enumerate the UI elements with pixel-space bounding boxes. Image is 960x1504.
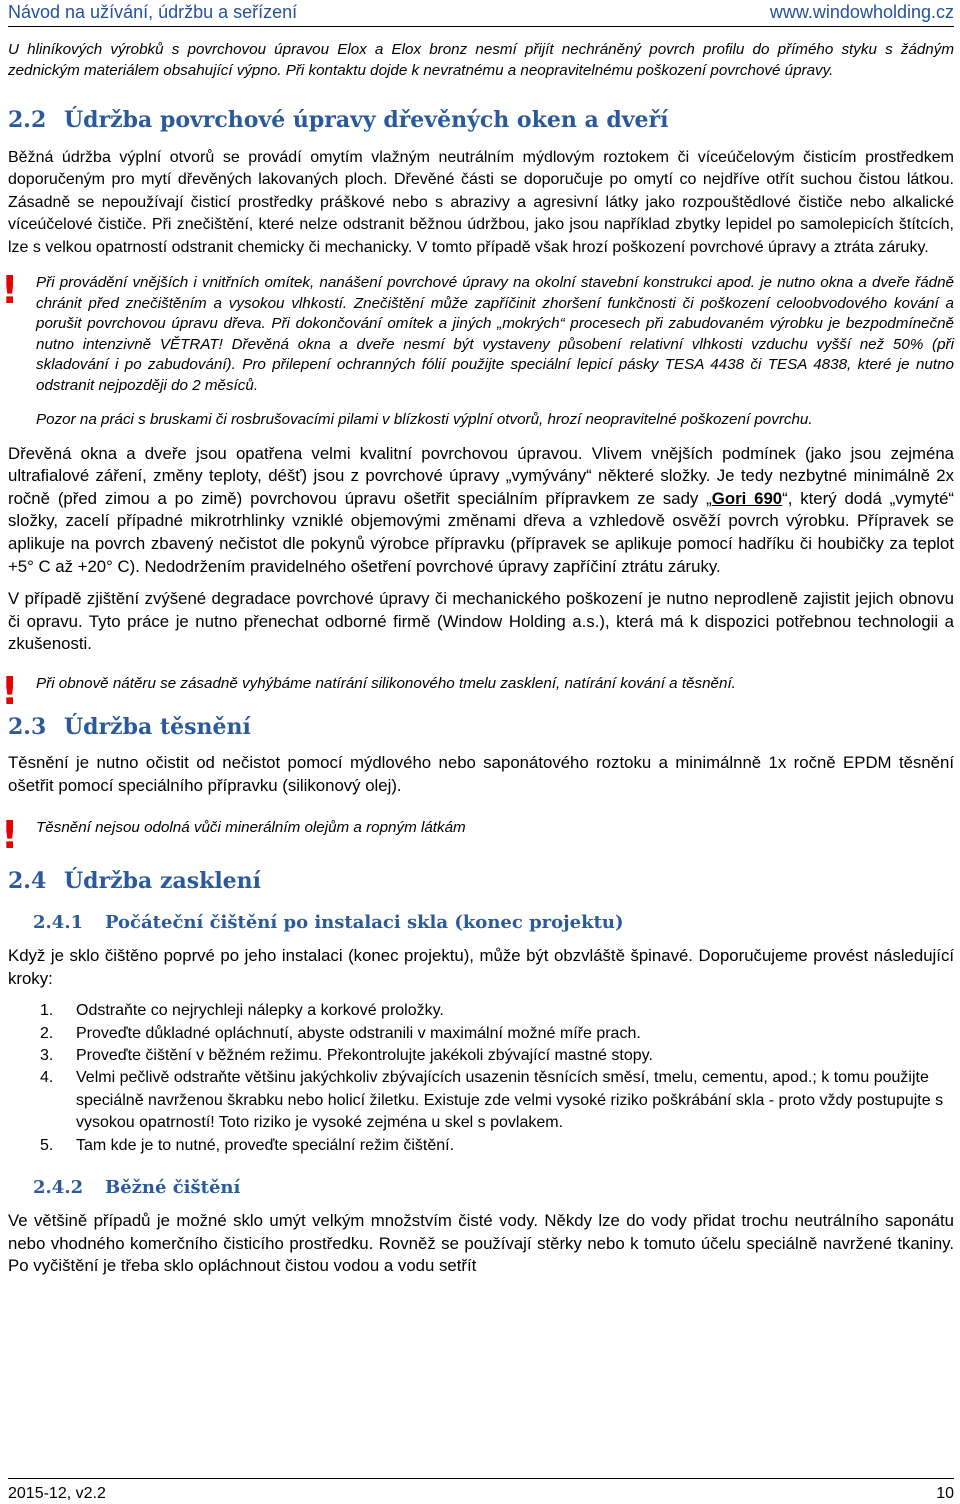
list-item	[8, 1135, 954, 1157]
section-number: 2.4.2	[33, 1177, 84, 1199]
paragraph-text: Dřevěná okna a dveře jsou opatřena velmi kvalitní povrchovou úpravou. Vlivem vnějších podmínek (jako jsou zejména ultrafialové záření, změny teploty, déšť) jsou z povrchové úpravy „vymývány“ některé složky. Je tedy nezbytné minimálně 2x ročně (před zimou a po zimě) povrchovou úpravu ošetřit speciálním přípravkem ze sady „	[8, 443, 954, 508]
product-name: Gori 690	[711, 488, 783, 508]
subsection-heading-2-4-2	[8, 1177, 954, 1198]
section-title: Údržba zasklení	[64, 868, 262, 895]
exclamation-icon: !	[1, 668, 19, 713]
list-item	[8, 1023, 954, 1045]
list-number: 2.	[40, 1024, 54, 1042]
paragraph	[8, 443, 954, 579]
section-number: 2.2	[8, 107, 47, 133]
section-title: Údržba povrchové úpravy dřevěných oken a dveří	[64, 107, 669, 133]
list-number: 1.	[40, 1002, 54, 1020]
list-text: Odstraňte co nejrychleji nálepky a korkové proložky.	[76, 1002, 444, 1020]
section-title: Běžné čištění	[105, 1177, 241, 1199]
website-link[interactable]: www.windowholding.cz	[769, 2, 954, 22]
list-text: Tam kde je to nutné, proveďte speciální režim čištění.	[76, 1136, 455, 1154]
document-title: Návod na užívání, údržbu a seřízení	[8, 2, 298, 22]
warning-text: Těsnění nejsou odolná vůči minerálním olejům a ropným látkám	[36, 818, 466, 836]
paragraph: Běžná údržba výplní otvorů se provádí omytím vlažným neutrálním mýdlovým roztokem či víceúčelovým čisticím prostředkem doporučeným pro mytí dřevěných lakovaných ploch. Dřevěné části se doporučuje po omytí co nejdříve otřít suchou čistou látkou. Zásadně se nepoužívají čisticí prostředky práškové nebo s abrazivy a agresivní látky jako rozpouštědlové čističe nebo alkalické víceúčelové čističe. Při znečištění, které nelze odstranit běžnou údržbou, jako jsou například zbytky lepidel po samolepicích štítcích, lze s velkou opatrností odstranit chemicky či mechanicky. V tomto případě však hrozí poškození povrchové úpravy a ztráta záruky.	[8, 149, 954, 256]
page-header	[8, 0, 954, 27]
paragraph: V případě zjištění zvýšené degradace povrchové úpravy či mechanického poškození je nutno neprodleně zajistit jejich obnovu či opravu. Tyto práce je nutno přenechat odborné firmě (Window Holding a.s.), která má k dispozici potřebnou technologii a zkušenosti.	[8, 589, 954, 654]
paragraph: Ve většině případů je možné sklo umýt velkým množstvím čisté vody. Někdy lze do vody přidat trochu neutrálního saponátu nebo vhodného komerčního čisticího prostředku. Rovněž se používají stěrky nebo k tomuto účelu speciálně navržené tkaniny. Po vyčištění je třeba sklo opláchnout čistou vodou a vodu setřít	[8, 1211, 954, 1276]
list-number: 4.	[40, 1069, 54, 1087]
exclamation-icon: !	[1, 812, 19, 857]
section-number: 2.4.1	[33, 912, 84, 934]
paragraph-text: “, který dodá „vymyté“ složky, zacelí případné mikrotrhlinky vzniklé objemovými změnami dřeva a vzhledově osvěží povrch výrobku. Přípravek se aplikuje na povrch zbavený nečistot dle pokynů výrobce přípravku (přípravek se aplikuje pomocí hadříku či houbičky za teplot +5° C až +20° C). Nedodržením pravidelného ošetření povrchové úpravy zapříčiní ztrátu záruky.	[8, 488, 954, 576]
warning-note	[1, 668, 954, 713]
section-heading-2-3	[8, 714, 954, 740]
steps-list	[8, 1000, 954, 1157]
exclamation-icon: !	[1, 268, 19, 313]
list-number: 5.	[40, 1136, 54, 1154]
warning-note	[1, 268, 954, 431]
list-text: Proveďte důkladné opláchnutí, abyste odstranili v maximální možné míře prach.	[76, 1024, 641, 1042]
page-footer	[8, 1478, 954, 1502]
list-text: Proveďte čištění v běžném režimu. Překontrolujte jakékoli zbývající mastné stopy.	[76, 1047, 653, 1065]
version-label: 2015-12, v2.2	[8, 1485, 106, 1502]
list-text: Velmi pečlivě odstraňte většinu jakýchkoliv zbývajících usazenin těsnících směsí, tmelu, cementu, apod.; k tomu použijte speciálně navrženou škrabku nebo holicí žiletku. Existuje zde velmi vysoké riziko poškrábání skla - proto vždy postupujte s vysokou opatrností! Toto riziko je vysoké zejména u skel s povlakem.	[76, 1069, 944, 1132]
section-title: Údržba těsnění	[64, 714, 251, 741]
section-heading-2-4	[8, 868, 954, 894]
list-item	[8, 1045, 954, 1067]
section-number: 2.3	[8, 714, 47, 741]
warning-text: Při obnově nátěru se zásadně vyhýbáme natírání silikonového tmelu zasklení, natírání kování a těsnění.	[36, 674, 736, 692]
warning-text-2: Pozor na práci s bruskami či rosbrušovacími pilami v blízkosti výplní otvorů, hrozí neopravitelné poškození povrchu.	[36, 411, 813, 429]
list-item	[8, 1067, 954, 1134]
warning-note	[1, 812, 954, 857]
section-title: Počáteční čištění po instalaci skla (konec projektu)	[105, 912, 624, 934]
paragraph: Těsnění je nutno očistit od nečistot pomocí mýdlového nebo saponátového roztoku a minimálnně 1x ročně EPDM těsnění ošetřit pomocí speciálního přípravku (silikonový olej).	[8, 753, 954, 795]
intro-note: U hliníkových výrobků s povrchovou úpravou Elox a Elox bronz nesmí přijít nechráněný povrch profilu do přímého styku s žádným zednickým materiálem obsahující výpno. Při kontaktu dojde k nevratnému a neopravitelnému poškození povrchové úpravy.	[8, 41, 954, 79]
section-heading-2-2	[8, 107, 954, 133]
list-item	[8, 1000, 954, 1022]
warning-text: Při provádění vnějších i vnitřních omítek, nanášení povrchové úpravy na okolní stavební konstrukci apod. je nutno okna a dveře řádně chránit před znečištěním a vysokou vlhkostí. Znečištění může zapříčinit zhoršení funkčnosti či poškození celoobvodového kování a porušit povrchovou úpravu dřeva. Při dokončování omítek a jiných „mokrých“ procesech při zabudovaném výrobku je bezpodmínečně nutno intenzivně VĚTRAT! Dřevěná okna a dveře nesmí být vystaveny působení relativní vlhkosti vzduchu vyšší než 50% (při skladování i po zabudování). Pro přilepení ochranných fólií použijte speciální lepicí pásky TESA 4438 či TESA 4838, které je nutno odstranit nejpozději do 2 měsíců.	[36, 274, 954, 394]
section-number: 2.4	[8, 868, 47, 895]
page-content	[1, 40, 954, 1278]
list-number: 3.	[40, 1047, 54, 1065]
subsection-heading-2-4-1	[8, 912, 954, 933]
paragraph: Když je sklo čištěno poprvé po jeho instalaci (konec projektu), může být obzvláště špinavé. Doporučujeme provést následující kroky:	[8, 946, 954, 988]
page-number: 10	[936, 1485, 954, 1502]
